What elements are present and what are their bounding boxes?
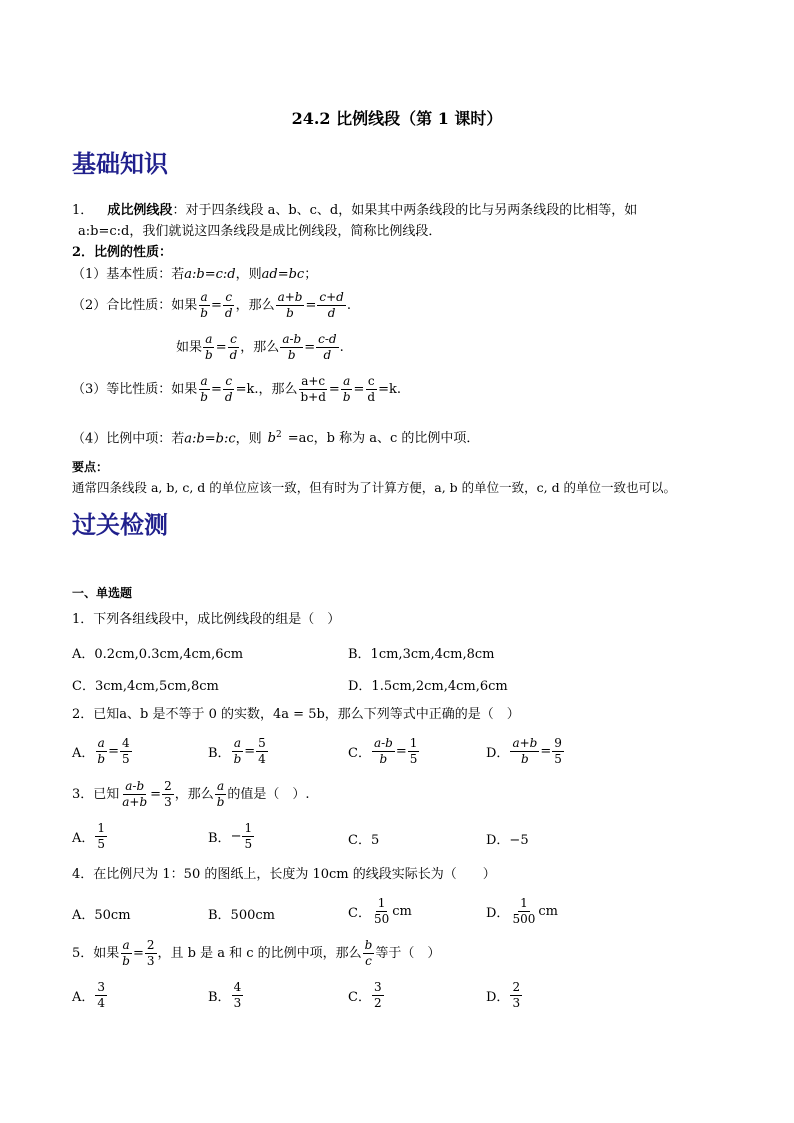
stem-text: 的值是（ ）. bbox=[227, 786, 310, 802]
denominator: b+d bbox=[300, 390, 326, 404]
equals-sign: = bbox=[540, 744, 552, 759]
numerator: a+b bbox=[512, 736, 538, 750]
numerator: 2 bbox=[164, 779, 172, 793]
question-1-stem: 1．下列各组线段中，成比例线段的组是（ ） bbox=[72, 612, 341, 627]
denominator: 5 bbox=[121, 752, 130, 766]
math-expression: a:b=b:c bbox=[184, 431, 236, 447]
equals-sign: = bbox=[108, 744, 119, 759]
unit-label: cm bbox=[392, 904, 412, 919]
fraction bbox=[552, 736, 564, 767]
numerator: 1 bbox=[97, 821, 106, 835]
question-5-option-d[interactable] bbox=[486, 980, 523, 1011]
fraction bbox=[203, 332, 215, 363]
numerator: 1 bbox=[244, 821, 253, 835]
definition-paragraph bbox=[72, 202, 637, 220]
fraction bbox=[341, 374, 353, 405]
numerator: a+b bbox=[277, 290, 303, 304]
question-3-option-a[interactable] bbox=[72, 821, 108, 852]
stem-text: 5．如果 bbox=[72, 945, 120, 961]
fraction bbox=[408, 736, 420, 767]
keypoints-text: 通常四条线段 a, b, c, d 的单位应该一致，但有时为了计算方便，a, b 的单位一致，c, d 的单位一致也可以。 bbox=[72, 480, 677, 495]
denominator: b bbox=[521, 752, 529, 766]
denominator: d bbox=[229, 348, 238, 362]
fraction bbox=[120, 938, 132, 969]
stem-text: ，那么 bbox=[174, 786, 214, 802]
equals-sign: = bbox=[244, 744, 256, 759]
fraction bbox=[232, 980, 244, 1011]
numerator: 4 bbox=[121, 736, 130, 750]
option-label: C． bbox=[348, 906, 371, 921]
question-3-option-c[interactable]: C．5 bbox=[348, 833, 380, 848]
definition-text: =ac，b 称为 a、c 的比例中项． bbox=[287, 431, 480, 447]
option-label: A． bbox=[72, 990, 95, 1005]
stem-text: 3．已知 bbox=[72, 786, 120, 802]
option-label: B． bbox=[208, 831, 231, 846]
fraction bbox=[95, 821, 107, 852]
numerator: 2 bbox=[512, 980, 521, 994]
fraction bbox=[365, 374, 377, 405]
numerator: 1 bbox=[409, 736, 418, 750]
section-heading-check: 过关检测 bbox=[72, 511, 168, 539]
connector-text: ，那么 bbox=[258, 381, 298, 397]
denominator: 50 bbox=[373, 912, 390, 926]
numerator: 3 bbox=[97, 980, 106, 994]
fraction bbox=[162, 779, 174, 810]
option-label: D． bbox=[486, 906, 510, 921]
question-2-option-a[interactable] bbox=[72, 736, 133, 767]
denominator: b bbox=[342, 390, 351, 404]
punctuation: ； bbox=[304, 267, 318, 282]
fraction bbox=[228, 332, 240, 363]
fraction bbox=[317, 290, 345, 321]
denominator: 3 bbox=[146, 954, 155, 968]
fraction bbox=[242, 821, 254, 852]
option-label: A． bbox=[72, 746, 95, 761]
denominator: 4 bbox=[258, 752, 266, 766]
numerator: c bbox=[230, 332, 237, 346]
minus-sign: − bbox=[230, 829, 242, 844]
fraction bbox=[316, 332, 338, 363]
numerator: a-b bbox=[125, 779, 145, 793]
question-1-option-c[interactable]: C．3cm,4cm,5cm,8cm bbox=[72, 679, 219, 694]
fraction bbox=[198, 290, 210, 321]
equal-ratio-property-line: （3）等比性质：如果 $\frac{a}{b}$ = $\frac{c}{d}$ =k. ，那么 $\frac{a+c}{b+d}$ = $\frac{a}{b}$ = $\frac{c}{d}$ =k. bbox=[72, 374, 401, 404]
connector-text: ，那么 bbox=[235, 297, 275, 313]
numerator: c-d bbox=[318, 332, 337, 346]
denominator: b bbox=[286, 306, 294, 320]
numerator: 3 bbox=[373, 980, 382, 994]
fraction bbox=[120, 779, 149, 810]
denominator: c bbox=[365, 954, 372, 968]
denominator: b bbox=[287, 348, 296, 362]
denominator: b bbox=[379, 752, 388, 766]
question-5-stem bbox=[72, 938, 440, 969]
connector-text: ，那么 bbox=[240, 339, 280, 355]
difference-property-line: 如果 $\frac{a}{b}$ = $\frac{c}{d}$ ，那么 $\frac{a-b}{b}$ = $\frac{c-d}{d}$ . bbox=[176, 332, 344, 362]
question-4-option-a[interactable]: A．50cm bbox=[72, 908, 131, 923]
numerator: 4 bbox=[233, 980, 242, 994]
numerator: c+d bbox=[319, 290, 344, 304]
fraction bbox=[120, 736, 132, 767]
denominator: b bbox=[233, 752, 242, 766]
property-label: （4）比例中项：若 bbox=[72, 431, 185, 447]
denominator: b bbox=[97, 752, 106, 766]
denominator: d bbox=[367, 390, 376, 404]
denominator: b bbox=[216, 795, 225, 809]
property-label: （3）等比性质：如果 bbox=[72, 381, 198, 397]
quiz-part-heading: 一、单选题 bbox=[72, 586, 133, 600]
denominator: b bbox=[200, 390, 208, 404]
numerator: a bbox=[200, 374, 208, 388]
question-3-stem bbox=[72, 779, 310, 810]
stem-text: 2．已知 bbox=[72, 707, 120, 722]
question-5-option-a[interactable] bbox=[72, 980, 108, 1011]
denominator: d bbox=[224, 306, 233, 320]
numerator: 1 bbox=[520, 896, 528, 910]
question-1-option-d[interactable]: D．1.5cm,2cm,4cm,6cm bbox=[348, 679, 508, 694]
fraction bbox=[372, 980, 384, 1011]
fraction bbox=[95, 736, 107, 767]
numerator: a bbox=[200, 290, 208, 304]
denominator: 2 bbox=[373, 996, 382, 1010]
question-4-option-b[interactable]: B．500cm bbox=[208, 908, 275, 923]
properties-heading: 2．比例的性质： bbox=[72, 245, 173, 260]
question-4-option-d[interactable] bbox=[486, 896, 558, 927]
option-label: D． bbox=[486, 746, 510, 761]
stem-text: ，且 b 是 a 和 c 的比例中项，那么 bbox=[157, 945, 362, 961]
numerator: c bbox=[225, 374, 233, 388]
fraction bbox=[372, 896, 391, 927]
fraction bbox=[198, 374, 210, 405]
definition-text: ：对于四条线段 a、b、c、d，如果其中两条线段的比与另两条线段的比相等，如 bbox=[172, 203, 638, 218]
connector-text: ，则 bbox=[235, 431, 262, 447]
denominator: 3 bbox=[512, 996, 521, 1010]
fraction bbox=[280, 332, 303, 363]
denominator: 5 bbox=[244, 837, 253, 851]
numerator: a bbox=[233, 736, 241, 750]
math-expression: a:b=c:d bbox=[184, 267, 236, 282]
question-2-option-d[interactable] bbox=[486, 736, 565, 767]
denominator: b bbox=[200, 306, 208, 320]
denominator: d bbox=[224, 390, 233, 404]
superscript: 2 bbox=[275, 430, 282, 440]
sum-property-line: （2）合比性质：如果 $\frac{a}{b}$ = $\frac{c}{d}$ ，那么 $\frac{a+b}{b}$ = $\frac{c+d}{d}$ . bbox=[72, 290, 351, 320]
property-label: （2）合比性质：如果 bbox=[72, 297, 198, 313]
numerator: a+c bbox=[301, 374, 326, 388]
numerator: 1 bbox=[377, 896, 386, 910]
numerator: a bbox=[205, 332, 213, 346]
fraction bbox=[232, 736, 244, 767]
fraction bbox=[372, 736, 395, 767]
denominator: 5 bbox=[97, 837, 106, 851]
fraction bbox=[215, 779, 227, 810]
fraction bbox=[510, 736, 539, 767]
numerator: b bbox=[364, 938, 373, 952]
denominator: 3 bbox=[164, 795, 172, 809]
option-label: A． bbox=[72, 831, 95, 846]
definition-continuation: a:b=c:d，我们就说这四条线段是成比例线段，简称比例线段． bbox=[78, 224, 442, 239]
denominator: 5 bbox=[554, 752, 562, 766]
denominator: 500 bbox=[512, 912, 536, 926]
denominator: b bbox=[122, 954, 130, 968]
page-title: 24.2 比例线段（第 1 课时） bbox=[291, 109, 503, 128]
numerator: c bbox=[367, 374, 375, 388]
constant-k: =k. bbox=[378, 381, 401, 397]
property-label: （1）基本性质：若 bbox=[72, 267, 185, 282]
question-2-stem bbox=[72, 706, 520, 724]
numerator: 2 bbox=[146, 938, 155, 952]
fraction bbox=[510, 980, 522, 1011]
question-2-option-b[interactable] bbox=[208, 736, 269, 767]
keypoints-heading: 要点： bbox=[72, 460, 109, 474]
option-label: D． bbox=[486, 990, 510, 1005]
question-4-stem: 4．在比例尺为 1：50 的图纸上，长度为 10cm 的线段实际长为（ ） bbox=[72, 867, 496, 882]
numerator: c bbox=[225, 290, 233, 304]
question-5-option-b[interactable] bbox=[208, 980, 244, 1011]
fraction bbox=[298, 374, 327, 405]
math-expression: ad=bc bbox=[261, 267, 305, 282]
equals-sign: = bbox=[395, 744, 407, 759]
equals-sign: = bbox=[150, 786, 162, 802]
property-label: 如果 bbox=[176, 339, 203, 355]
constant-k: =k. bbox=[235, 381, 259, 397]
question-3-option-d[interactable]: D．−5 bbox=[486, 833, 529, 848]
option-label: C． bbox=[348, 746, 371, 761]
mean-proportional-line bbox=[72, 426, 479, 448]
fraction bbox=[145, 938, 157, 969]
option-label: B． bbox=[208, 990, 231, 1005]
numerator: a bbox=[97, 736, 105, 750]
question-3-option-b[interactable] bbox=[208, 821, 255, 852]
denominator: a+b bbox=[122, 795, 148, 809]
equals-sign: = bbox=[132, 945, 144, 961]
question-4-option-c[interactable] bbox=[348, 896, 412, 927]
numerator: a bbox=[122, 938, 130, 952]
stem-text: 等于（ ） bbox=[375, 945, 441, 961]
numerator: 9 bbox=[554, 736, 562, 750]
fraction bbox=[276, 290, 305, 321]
fraction bbox=[256, 736, 268, 767]
fraction bbox=[223, 374, 235, 405]
question-2-option-c[interactable] bbox=[348, 736, 420, 767]
question-1-option-b[interactable]: B．1cm,3cm,4cm,8cm bbox=[348, 647, 495, 662]
fraction bbox=[363, 938, 375, 969]
denominator: 3 bbox=[233, 996, 242, 1010]
numerator: 5 bbox=[258, 736, 266, 750]
question-5-option-c[interactable] bbox=[348, 980, 385, 1011]
denominator: d bbox=[323, 348, 332, 362]
denominator: 4 bbox=[97, 996, 106, 1010]
item-number: 1． bbox=[72, 203, 94, 218]
option-label: C． bbox=[348, 990, 371, 1005]
fraction bbox=[223, 290, 235, 321]
term-label: 成比例线段 bbox=[107, 203, 173, 218]
option-label: B． bbox=[208, 746, 231, 761]
numerator: a bbox=[343, 374, 351, 388]
question-1-option-a[interactable]: A．0.2cm,0.3cm,4cm,6cm bbox=[72, 647, 244, 662]
fraction bbox=[510, 896, 537, 927]
connector-text: ，则 bbox=[235, 267, 262, 282]
section-heading-basic: 基础知识 bbox=[72, 150, 168, 178]
math-expression: b bbox=[267, 431, 276, 447]
numerator: a-b bbox=[282, 332, 302, 346]
numerator: a bbox=[217, 779, 225, 793]
basic-property bbox=[72, 266, 317, 284]
numerator: a-b bbox=[373, 736, 393, 750]
unit-label: cm bbox=[538, 904, 558, 919]
fraction bbox=[95, 980, 107, 1011]
stem-text: a、b 是不等于 0 的实数，4a = 5b，那么下列等式中正确的是（ ） bbox=[119, 707, 520, 722]
denominator: d bbox=[327, 306, 336, 320]
denominator: b bbox=[205, 348, 213, 362]
denominator: 5 bbox=[409, 752, 418, 766]
